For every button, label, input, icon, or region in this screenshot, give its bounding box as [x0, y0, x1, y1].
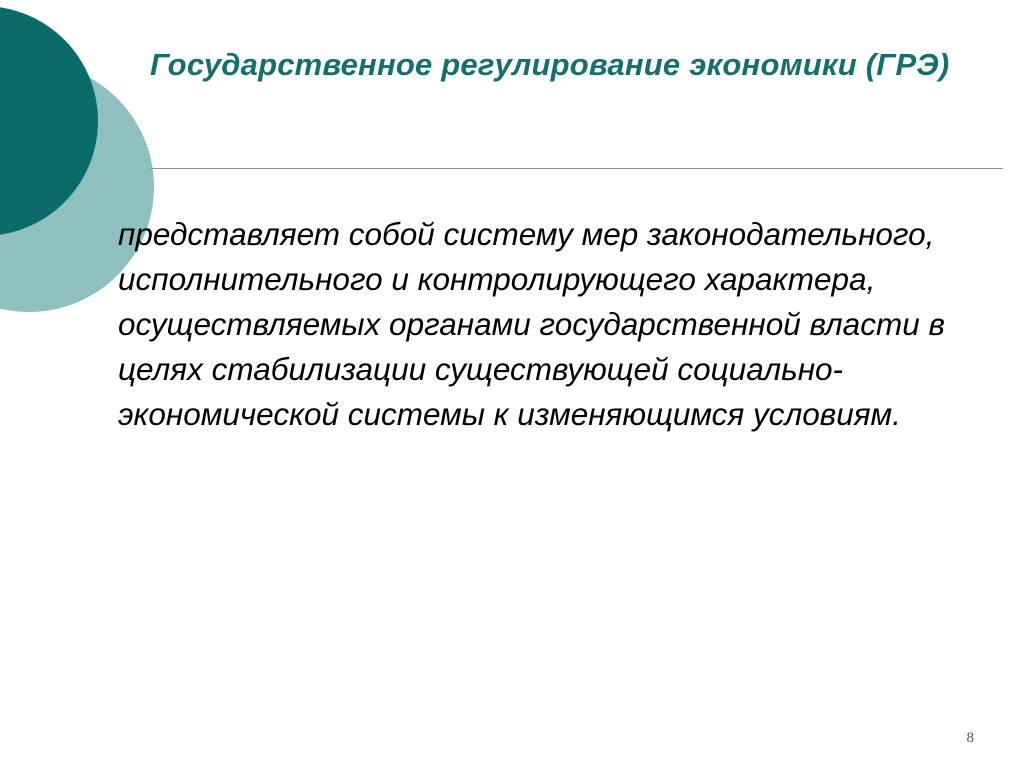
slide-title: [150, 44, 995, 86]
page-number: 8: [966, 730, 974, 746]
title-abbreviation: (ГРЭ): [865, 47, 950, 82]
title-main-text: Государственное регулирование экономики: [150, 47, 866, 82]
title-line: [150, 44, 995, 86]
title-divider: [150, 168, 1003, 169]
body-paragraph: представляет собой систему мер законодательного, исполнительного и контролирующего характера, осуществляемых органами государственной власти в целях стабилизации существующей социально-экономической системы к изменяющимся условиям.: [118, 216, 945, 433]
slide-body: [118, 212, 978, 437]
